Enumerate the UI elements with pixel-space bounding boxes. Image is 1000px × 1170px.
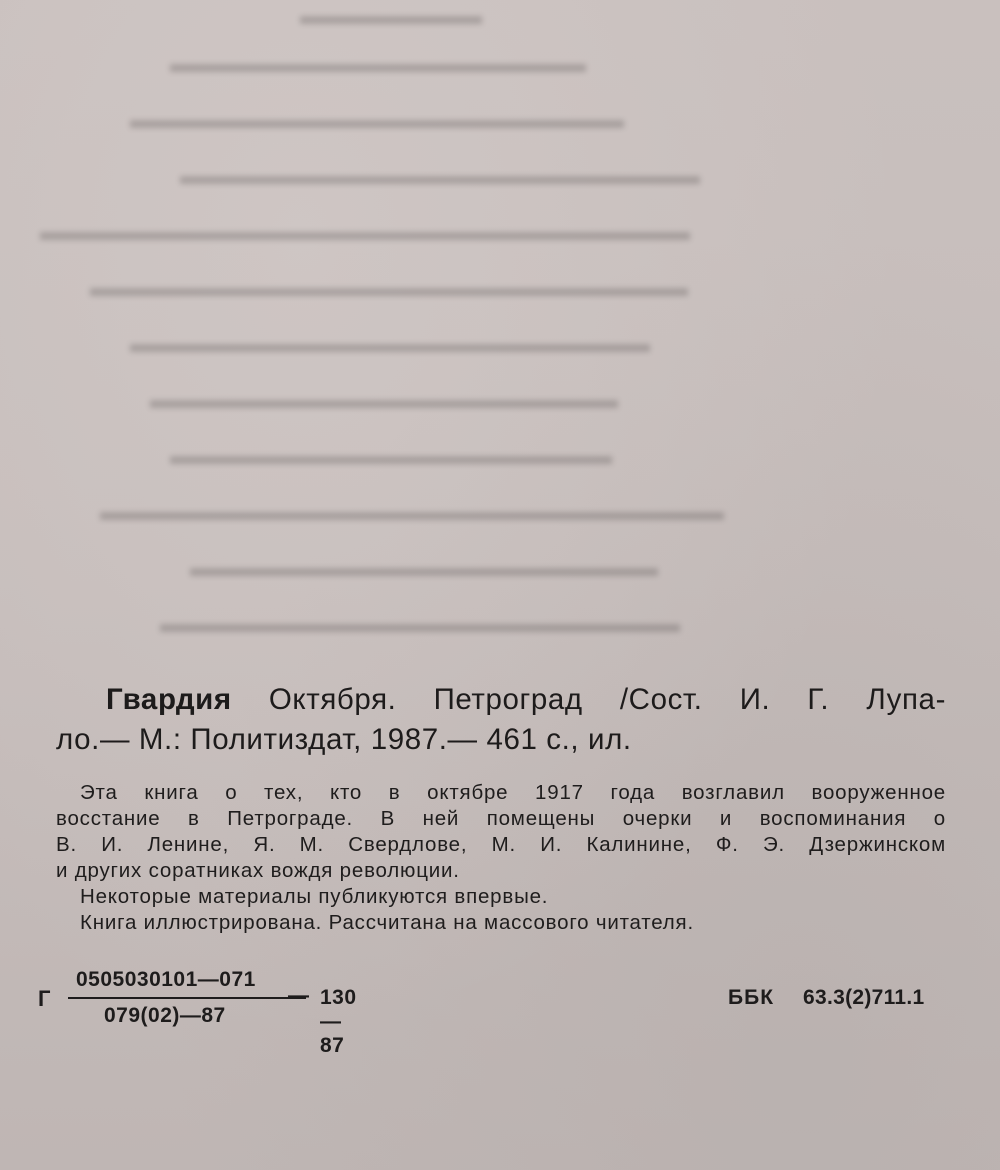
annotation-line: Эта книга о тех, кто в октябре 1917 года возглавил вооруженное — [80, 781, 946, 804]
annotation-line: восстание в Петрограде. В ней помещены очерки и воспоминания о — [56, 807, 946, 830]
book-title-lead: Гвардия — [106, 683, 232, 716]
ghost-line: ▬▬▬▬▬▬▬▬▬▬▬▬▬▬▬▬▬▬ — [150, 384, 618, 414]
ghost-line: ▬▬▬▬▬▬▬▬▬▬▬▬▬▬▬▬▬▬▬▬▬▬▬ — [90, 272, 688, 302]
ghost-line: ▬▬▬▬▬▬▬▬▬▬▬▬▬▬▬▬▬▬ — [190, 552, 658, 582]
ghost-line: ▬▬▬▬▬▬▬▬▬▬▬▬▬▬▬▬▬ — [170, 440, 612, 470]
ghost-line: ▬▬▬▬▬▬▬▬▬▬▬▬▬▬▬▬▬▬▬▬ — [130, 328, 650, 358]
ghost-line: ▬▬▬▬▬▬▬▬▬▬▬▬▬▬▬▬▬▬▬▬▬▬▬▬ — [100, 496, 724, 526]
bbk-label: ББК — [728, 986, 775, 1009]
annotation-line: и других соратниках вождя революции. — [56, 859, 460, 882]
ghost-line: ▬▬▬▬▬▬▬▬▬▬▬▬▬▬▬▬▬▬▬ — [130, 104, 624, 134]
index-denominator: 079(02)—87 — [104, 1004, 226, 1027]
annotation-line: Некоторые материалы публикуются впервые. — [80, 885, 549, 908]
index-suffix: 130—87 — [320, 986, 357, 1057]
citation-line-1-rest: Октября. Петроград /Сост. И. Г. Лупа- — [268, 683, 946, 716]
bibliographic-citation — [56, 680, 946, 760]
index-letter: Г — [38, 986, 51, 1011]
publication-index-row — [38, 966, 958, 1057]
fraction-bar — [68, 997, 306, 999]
annotation-line: В. И. Ленине, Я. М. Свердлове, М. И. Калинине, Ф. Э. Дзержинском — [56, 833, 946, 856]
annotation-paragraph — [56, 884, 946, 910]
annotation-line: Книга иллюстрирована. Рассчитана на массового читателя. — [80, 911, 694, 934]
index-numerator: 0505030101—071 — [76, 968, 256, 991]
citation-line-2: ло.— М.: Политиздат, 1987.— 461 с., ил. — [56, 723, 632, 756]
annotation-paragraph — [56, 910, 946, 936]
citation-line-1 — [56, 680, 946, 720]
ghost-line: ▬▬▬▬▬▬▬▬▬▬▬▬▬▬▬▬▬▬▬▬ — [160, 608, 680, 638]
ghost-line: ▬▬▬▬▬▬▬ — [300, 0, 482, 30]
ghost-line: ▬▬▬▬▬▬▬▬▬▬▬▬▬▬▬▬▬▬▬▬▬▬▬▬▬ — [40, 216, 690, 246]
book-annotation — [56, 780, 946, 936]
ghost-line: ▬▬▬▬▬▬▬▬▬▬▬▬▬▬▬▬▬▬▬▬ — [180, 160, 700, 190]
ghost-line: ▬▬▬▬▬▬▬▬▬▬▬▬▬▬▬▬ — [170, 48, 586, 78]
index-dash: — — [288, 984, 309, 1007]
bbk-code: 63.3(2)711.1 — [803, 986, 925, 1009]
annotation-paragraph — [56, 780, 946, 884]
